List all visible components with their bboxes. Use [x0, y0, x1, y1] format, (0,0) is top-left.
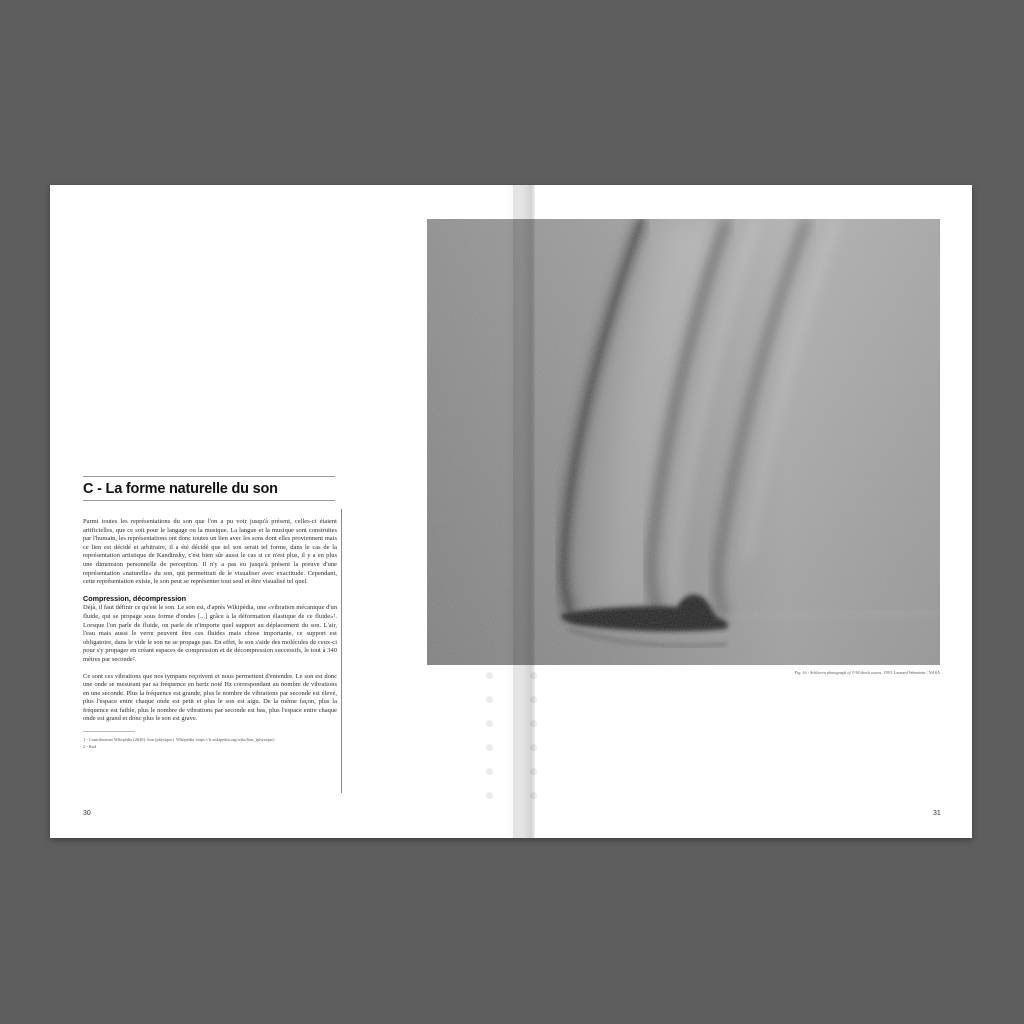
figure-caption	[427, 670, 940, 675]
shock-wave-image	[427, 219, 940, 665]
caption-title: Fig. 16 - Schlieren photograph of T-38 shock waves, 1993,	[794, 670, 893, 675]
section-heading-block	[83, 476, 335, 501]
paragraph-intro: Parmi toutes les représentations du son que l'on a pu voir jusqu'à présent, celles-ci étaient artificielles, que ce soit pour le langage ou la musique. La langue et la musique sont construites par l'humain, les représentations ont donc toutes un lien avec les sons dont elles proviennent mais ce lien est décidé et arbitraire, il a été décidé que tel son serait tel forme, dans le cas de la représentation artistique de Kandinsky, c'est bien sûr aussi le cas si ce n'est plus, il y a en plus une dimension personnelle de perception. Il n'y a pas eu jusqu'à présent la preuve d'une représentation «naturelle» du son, qui permettrait de le visualiser avec exactitude. Cependant, cette représentation existe, le son peut se représenter tout seul et être visualisé tel quel.	[83, 518, 337, 586]
margin-rule	[341, 509, 342, 793]
paragraph-frequency: Ce sont ces vibrations que nos tympans reçoivent et nous permettent d'entendre. Le son est donc une onde se mesurant par sa fréquence en hertz noté Hz correspondant au nombre de vibrations en une seconde. Plus la fréquence est grande, plus le nombre de vibrations par seconde est élevé, plus l'espace entre chaque onde est petit et plus le son est aigu. De la même façon, plus la fréquence est faible, plus le nombre de vibrations par seconde est bas, plus l'espace entre chaque onde est grand et donc plus le son est grave.	[83, 672, 337, 723]
section-heading: C - La forme naturelle du son	[83, 481, 278, 497]
footnote-rule	[83, 731, 135, 732]
page-number-right: 31	[933, 810, 941, 817]
paragraph-definition: Déjà, il faut définir ce qu'est le son. Le son est, d'après Wikipédia, une «vibration mécanique d'un fluide, qui se propage sous forme d'ondes [...] grâce à la déformation élastique de ce fluide»¹. Lorsque l'on parle de fluide, on parle de n'importe quel support au déplacement du son. L'air, l'eau mais aussi le verre peuvent être ces fluides mais chose importante, ce support est obligatoire, dans le vide le son ne se propage pas. En effet, le son s'aide des molécules de ceux-ci pour s'y propager en créant espaces de compression et de décompression successifs, le tout à 340 mètres par seconde².	[83, 604, 337, 663]
schlieren-photo	[427, 219, 940, 665]
body-text	[83, 518, 337, 750]
caption-credit: Leonard Weinstein / NASA	[892, 670, 940, 675]
binding-holes-right	[530, 672, 538, 816]
footnote-2: 2 - Ibid	[83, 744, 96, 750]
binding-holes-left	[486, 672, 494, 816]
book-spread	[50, 185, 972, 838]
heading-rule-bottom	[83, 500, 335, 501]
subheading-compression: Compression, décompression	[83, 593, 187, 603]
page-number-left: 30	[83, 810, 91, 817]
footnote-1: 1 - Contributeurs Wikipédia (2020). Son (physique). Wikipédia. https://fr.wikipedia.org/wiki/Son_(physique)	[83, 737, 275, 743]
